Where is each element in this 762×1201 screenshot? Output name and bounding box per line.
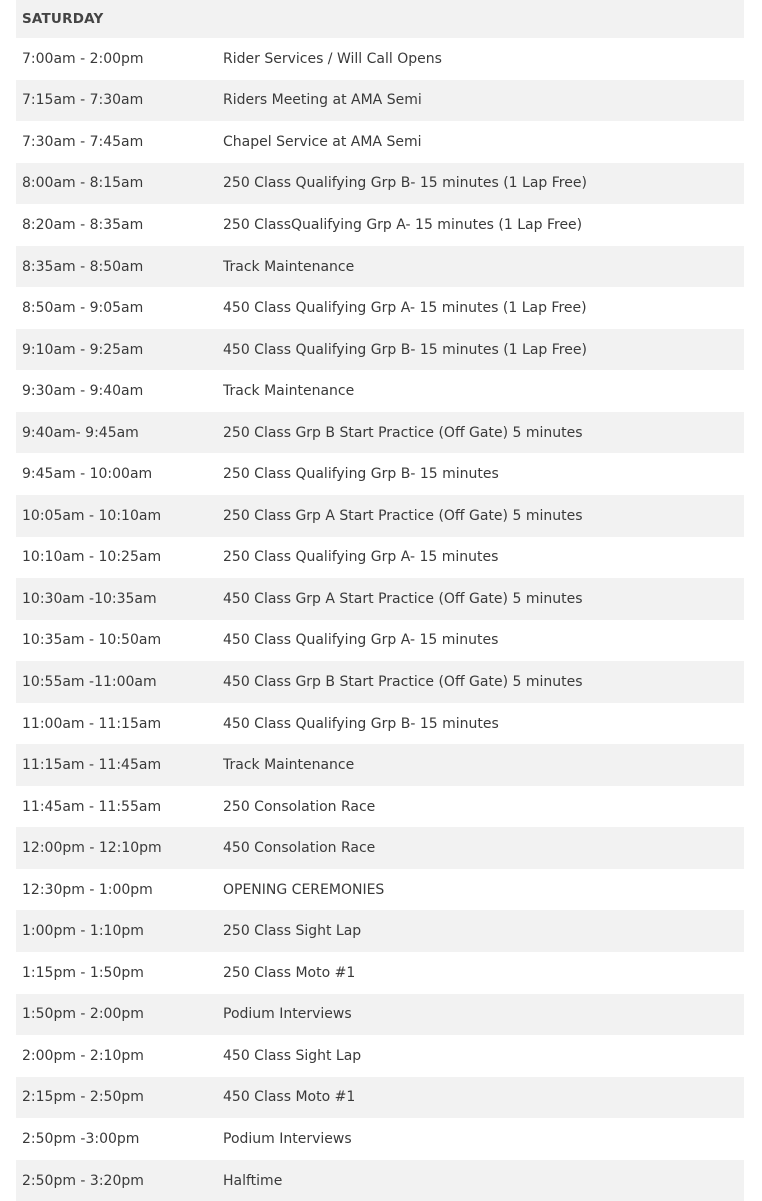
schedule-row: [16, 910, 744, 952]
schedule-event: Podium Interviews: [223, 1130, 352, 1147]
schedule-time: 11:00am - 11:15am: [22, 715, 162, 732]
schedule-event: Halftime: [223, 1172, 283, 1189]
schedule-time: 11:15am - 11:45am: [22, 757, 162, 774]
schedule-event: 250 Class Sight Lap: [223, 923, 362, 940]
schedule-event: 250 Class Qualifying Grp B- 15 minutes (1 Lap Free): [223, 175, 587, 192]
schedule-event: Riders Meeting at AMA Semi: [223, 92, 422, 109]
schedule-event: 450 Consolation Race: [223, 840, 376, 857]
schedule-time: 1:15pm - 1:50pm: [22, 964, 144, 981]
schedule-row: [16, 744, 744, 786]
schedule-event: 250 Class Grp B Start Practice (Off Gate) 5 minutes: [223, 424, 583, 441]
schedule-row: [16, 661, 744, 703]
schedule-row: [16, 246, 744, 288]
schedule-time: 7:15am - 7:30am: [22, 92, 144, 109]
schedule-event: Chapel Service at AMA Semi: [223, 133, 422, 150]
schedule-time: 8:50am - 9:05am: [22, 300, 144, 317]
schedule-time: 1:00pm - 1:10pm: [22, 923, 144, 940]
schedule-row: [16, 38, 744, 80]
schedule-event: 450 Class Sight Lap: [223, 1047, 362, 1064]
schedule-event: 450 Class Grp B Start Practice (Off Gate) 5 minutes: [223, 673, 583, 690]
schedule-row: [16, 703, 744, 745]
schedule-row: [16, 453, 744, 495]
schedule-row: [16, 786, 744, 828]
schedule-row: [16, 412, 744, 454]
schedule-event: 250 Class Qualifying Grp B- 15 minutes: [223, 466, 499, 483]
schedule-event: 250 Class Moto #1: [223, 964, 356, 981]
schedule-time: 8:00am - 8:15am: [22, 175, 144, 192]
schedule-event: 250 Class Qualifying Grp A- 15 minutes: [223, 549, 499, 566]
schedule-row: [16, 495, 744, 537]
schedule-event: Track Maintenance: [223, 258, 355, 275]
schedule-row: [16, 204, 744, 246]
schedule-row: [16, 329, 744, 371]
day-header: SATURDAY: [16, 0, 744, 38]
schedule-event: 450 Class Qualifying Grp B- 15 minutes: [223, 715, 499, 732]
schedule-table: [16, 0, 744, 1201]
schedule-time: 2:50pm - 3:20pm: [22, 1172, 144, 1189]
schedule-row: [16, 994, 744, 1036]
schedule-row: [16, 827, 744, 869]
schedule-event: Track Maintenance: [223, 383, 355, 400]
schedule-time: 1:50pm - 2:00pm: [22, 1006, 144, 1023]
schedule-row: [16, 80, 744, 122]
schedule-row: [16, 121, 744, 163]
schedule-time: 10:55am -11:00am: [22, 673, 157, 690]
schedule-event: 450 Class Qualifying Grp A- 15 minutes (1 Lap Free): [223, 300, 587, 317]
schedule-time: 10:35am - 10:50am: [22, 632, 162, 649]
schedule-event: 450 Class Qualifying Grp B- 15 minutes (1 Lap Free): [223, 341, 587, 358]
schedule-event: 450 Class Moto #1: [223, 1089, 356, 1106]
schedule-row: [16, 1160, 744, 1201]
schedule-time: 9:45am - 10:00am: [22, 466, 153, 483]
schedule-row: [16, 578, 744, 620]
schedule-time: 12:30pm - 1:00pm: [22, 881, 153, 898]
schedule-event: Rider Services / Will Call Opens: [223, 50, 442, 67]
schedule-time: 9:10am - 9:25am: [22, 341, 144, 358]
schedule-row: [16, 370, 744, 412]
schedule-time: 12:00pm - 12:10pm: [22, 840, 162, 857]
schedule-row: [16, 287, 744, 329]
schedule-row: [16, 537, 744, 579]
schedule-time: 8:35am - 8:50am: [22, 258, 144, 275]
schedule-time: 7:00am - 2:00pm: [22, 50, 144, 67]
schedule-rows: [16, 38, 744, 1201]
schedule-event: Podium Interviews: [223, 1006, 352, 1023]
schedule-event: 250 ClassQualifying Grp A- 15 minutes (1 Lap Free): [223, 216, 583, 233]
schedule-row: [16, 1118, 744, 1160]
schedule-time: 2:15pm - 2:50pm: [22, 1089, 144, 1106]
schedule-time: 7:30am - 7:45am: [22, 133, 144, 150]
schedule-time: 10:05am - 10:10am: [22, 507, 162, 524]
schedule-time: 8:20am - 8:35am: [22, 216, 144, 233]
schedule-time: 2:50pm -3:00pm: [22, 1130, 140, 1147]
schedule-event: 450 Class Qualifying Grp A- 15 minutes: [223, 632, 499, 649]
schedule-time: 9:40am- 9:45am: [22, 424, 139, 441]
schedule-event: 250 Class Grp A Start Practice (Off Gate) 5 minutes: [223, 507, 583, 524]
schedule-event: 450 Class Grp A Start Practice (Off Gate) 5 minutes: [223, 590, 583, 607]
schedule-time: 2:00pm - 2:10pm: [22, 1047, 144, 1064]
schedule-time: 11:45am - 11:55am: [22, 798, 162, 815]
schedule-row: [16, 1077, 744, 1119]
schedule-row: [16, 163, 744, 205]
schedule-row: [16, 869, 744, 911]
schedule-time: 10:30am -10:35am: [22, 590, 157, 607]
schedule-time: 9:30am - 9:40am: [22, 383, 144, 400]
schedule-event: OPENING CEREMONIES: [223, 881, 385, 898]
schedule-row: [16, 620, 744, 662]
schedule-event: Track Maintenance: [223, 757, 355, 774]
schedule-time: 10:10am - 10:25am: [22, 549, 162, 566]
schedule-row: [16, 1035, 744, 1077]
schedule-event: 250 Consolation Race: [223, 798, 376, 815]
schedule-row: [16, 952, 744, 994]
